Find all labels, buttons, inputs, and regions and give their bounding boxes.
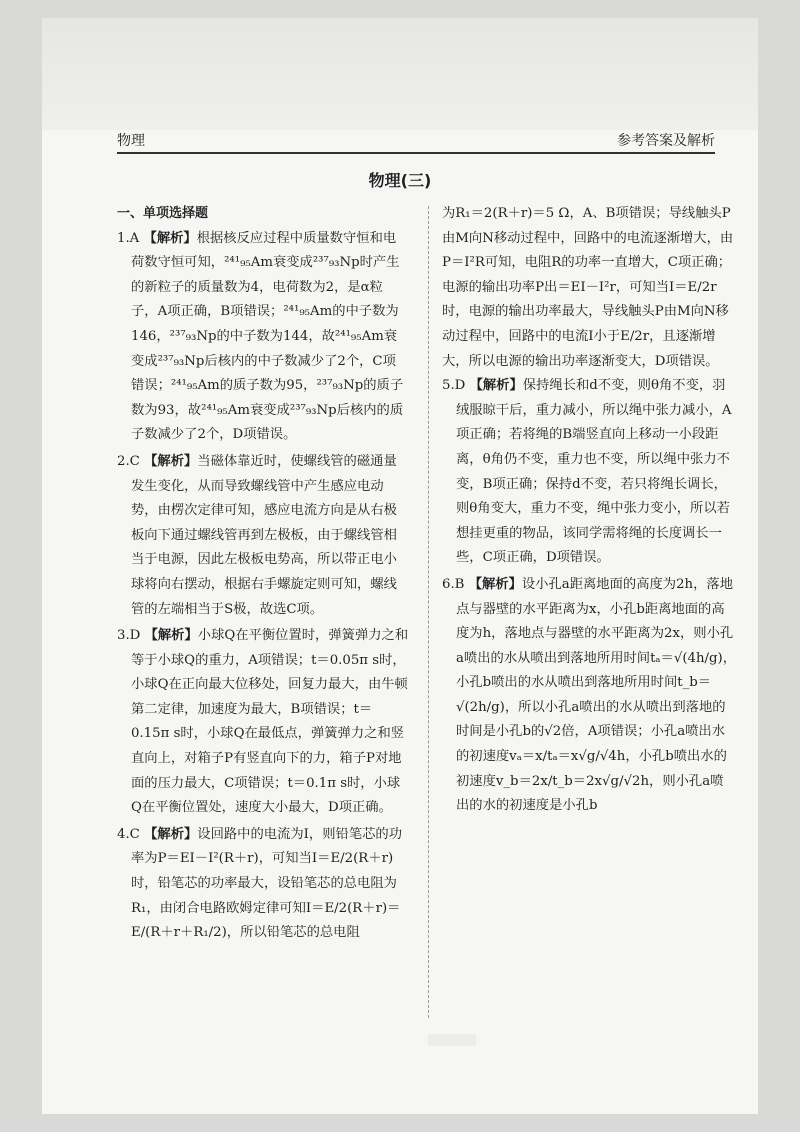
right-column	[442, 202, 736, 821]
answer-text: 设回路中的电流为I，则铅笔芯的功率为P＝EI－I²(R＋r)，可知当I＝E/2(R＋r)时，铅笔芯的功率最大，设铅笔芯的总电阻为R₁，由闭合电路欧姆定律可知I＝E/2(R＋r)＝E/(R＋r＋R₁/2)，所以铅笔芯的总电阻	[131, 826, 403, 941]
document-page	[42, 18, 758, 1114]
answer-4-continued: 为R₁＝2(R＋r)＝5 Ω，A、B项错误；导线触头P由M向N移动过程中，回路中的电流逐渐增大，由P＝I²R可知，电阻R的功率一直增大，C项正确；电源的输出功率P出＝EI－I²r，可知当I＝E/2r时，电源的输出功率最大，导线触头P由M向N移动过程中，回路中的电流I小于E/2r，且逐渐增大，所以电源的输出功率逐渐变大，D项错误。	[442, 206, 734, 369]
answer-number: 3.D	[117, 628, 141, 644]
section-title: 一、单项选择题	[117, 206, 209, 221]
answer-item-5	[442, 374, 736, 571]
column-divider	[428, 206, 429, 1018]
left-column	[117, 202, 409, 948]
answer-text: 设小孔a距离地面的高度为2h，落地点与器壁的水平距离为x，小孔b距离地面的高度为h，落地点与器壁的水平距离为2x，则小孔a喷出的水从喷出到落地所用时间tₐ＝√(4h/g)，小孔b喷出的水从喷出到落地所用时间t_b＝√(2h/g)，所以小孔a喷出的水从喷出到落地的时间是小孔b的√2倍，A项错误；小孔a喷出水的初速度vₐ＝x/tₐ＝x√g/√4h，小孔b喷出水的初速度v_b＝2x/t_b＝2x√g/√2h，则小孔a喷出的水的初速度是小孔b	[456, 576, 737, 814]
answer-text: 小球Q在平衡位置时，弹簧弹力之和等于小球Q的重力，A项错误；t＝0.05π s时，小球Q在正向最大位移处，回复力最大，由牛顿第二定律，加速度为最大，B项错误；t＝0.15π s时，小球Q在最低点，弹簧弹力之和竖直向上，对箱子P有竖直向下的力，箱子P对地面的压力最大，C项错误；t＝0.1π s时，小球Q在平衡位置处，速度大小最大，D项正确。	[131, 628, 409, 816]
analysis-tag: 【解析】	[143, 230, 197, 246]
answer-item-6	[442, 573, 736, 819]
answer-item-1	[117, 227, 409, 448]
analysis-tag: 【解析】	[469, 378, 523, 394]
answer-item-2	[117, 450, 409, 622]
answer-text: 当磁体靠近时，使螺线管的磁通量发生变化，从而导致螺线管中产生感应电动势，由楞次定律可知，感应电流方向是从右极板向下通过螺线管再到左极板，由于螺线管相当于电源，因此左极板电势高，所以带正电小球将向右摆动，根据右手螺旋定则可知，螺线管的左端相当于S极，故选C项。	[131, 453, 397, 617]
page-number-box	[428, 1034, 476, 1046]
header-subject: 物理	[117, 133, 145, 149]
header-section: 参考答案及解析	[617, 133, 715, 149]
answer-number: 4.C	[117, 826, 140, 842]
analysis-tag: 【解析】	[144, 453, 198, 469]
analysis-tag: 【解析】	[468, 576, 522, 592]
page-header	[117, 130, 715, 154]
answer-text: 根据核反应过程中质量数守恒和电荷数守恒可知，²⁴¹₉₅Am衰变成²³⁷₉₃Np时产生的新粒子的质量数为4，电荷数为2，是α粒子，A项正确，B项错误；²⁴¹₉₅Am的中子数为146，²³⁷₉₃Np的中子数为144，故²⁴¹₉₅Am衰变成²³⁷₉₃Np后核内的中子数减少了2个，C项错误；²⁴¹₉₅Am的质子数为95，²³⁷₉₃Np的质子数为93，故²⁴¹₉₅Am衰变成²³⁷₉₃Np后核内的质子数减少了2个，D项错误。	[131, 230, 404, 443]
analysis-tag: 【解析】	[144, 826, 198, 842]
answer-number: 2.C	[117, 453, 140, 469]
answer-item-4	[117, 823, 409, 946]
answer-number: 5.D	[442, 378, 466, 394]
answer-number: 6.B	[442, 576, 465, 592]
scan-top-band	[42, 18, 758, 130]
answer-item-3	[117, 624, 409, 821]
analysis-tag: 【解析】	[144, 628, 198, 644]
answer-text: 保持绳长和d不变，则θ角不变，羽绒服晾干后，重力减小，所以绳中张力减小，A项正确；若将绳的B端竖直向上移动一小段距离，θ角仍不变，重力也不变，所以绳中张力不变，B项正确；保持d不变，若只将绳长调长，则θ角变大，重力不变，绳中张力变小，所以若想挂更重的物品，该同学需将绳的长度调长一些，C项正确，D项错误。	[456, 378, 732, 566]
answer-number: 1.A	[117, 230, 140, 246]
page-title: 物理(三)	[368, 171, 432, 190]
